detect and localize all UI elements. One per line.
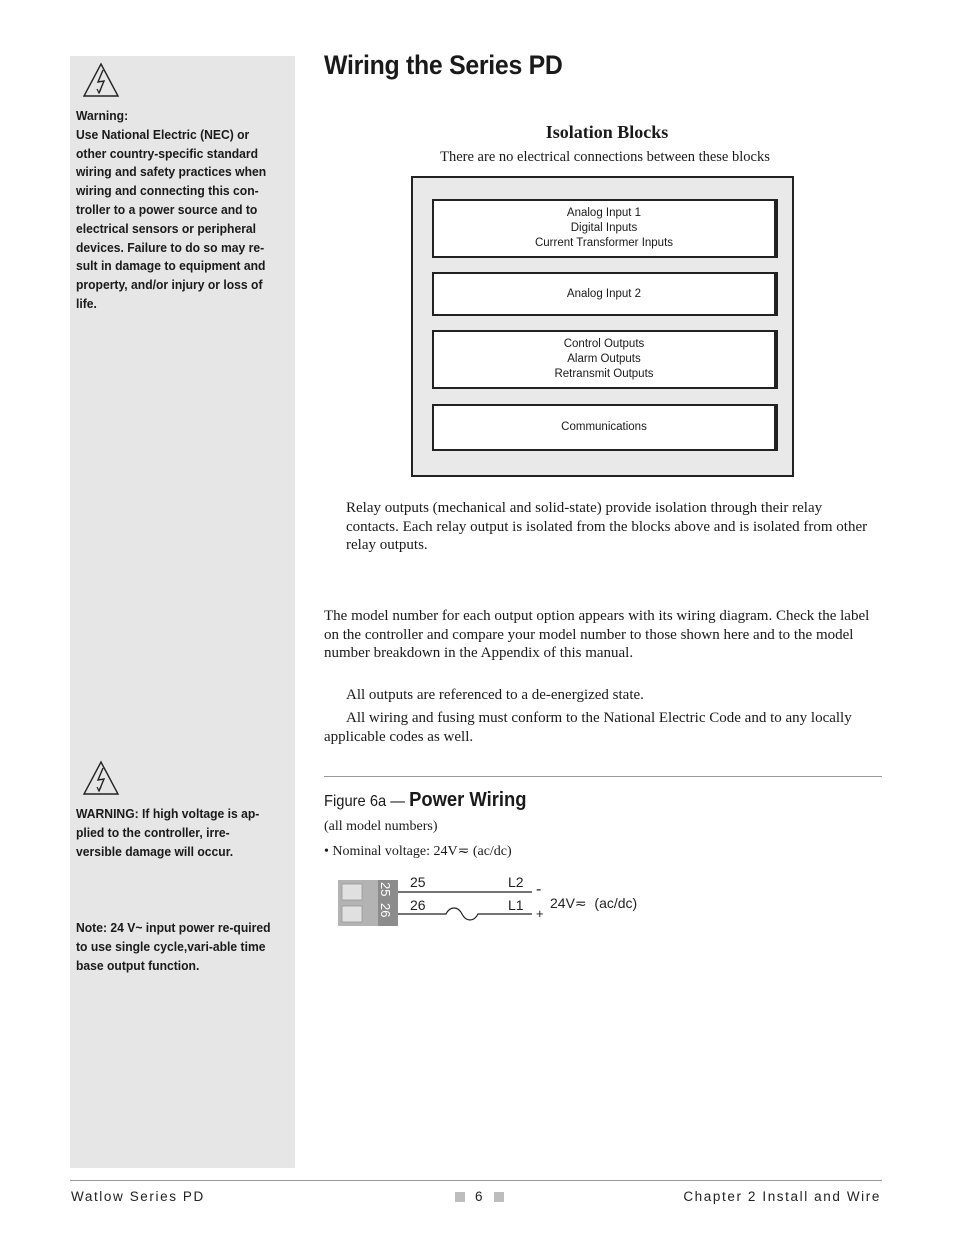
- isolation-block-analog-2: [432, 272, 776, 316]
- isolation-heading: Isolation Blocks: [545, 122, 669, 142]
- block-line: Communications: [561, 421, 647, 433]
- nominal-voltage-bullet: • Nominal voltage: 24V≂ (ac/dc): [324, 844, 512, 859]
- page-number: [455, 1189, 504, 1204]
- block-line: Retransmit Outputs: [554, 368, 654, 380]
- terminal-screw-25: [342, 884, 362, 900]
- page-title: Wiring the Series PD: [324, 50, 563, 80]
- plus-sign: +: [536, 906, 544, 921]
- block-line: Analog Input 2: [566, 287, 642, 300]
- isolation-caption: There are no electrical connections between these blocks: [440, 149, 770, 165]
- footer-divider: [70, 1180, 882, 1181]
- block-line: Analog Input 1: [566, 207, 642, 219]
- codes-paragraph: All wiring and fusing must conform to the National Electric Code and to any locally applicable codes as well.: [324, 710, 852, 745]
- high-voltage-warning-icon: [82, 62, 120, 98]
- isolation-block-inputs: [432, 199, 776, 258]
- block-line: Digital Inputs: [570, 222, 638, 234]
- supply-label: 24V≂ (ac/dc): [550, 895, 638, 911]
- input-power-note: Note: 24 V~ input power re-quired to use single cycle,vari-able time base output function.: [76, 920, 271, 973]
- wire-label-25: 25: [410, 874, 426, 890]
- terminal-label-25: 25: [378, 882, 393, 897]
- block-line: Alarm Outputs: [567, 353, 641, 365]
- power-wiring-diagram: [336, 872, 656, 934]
- high-voltage-warning-icon: [82, 760, 120, 796]
- high-voltage-warning-note: WARNING: If high voltage is ap-plied to the controller, irre-versible damage will occur.: [76, 806, 260, 859]
- minus-sign: -: [536, 881, 542, 898]
- line-label-l2: L2: [508, 874, 524, 890]
- figure-subtitle: (all model numbers): [324, 819, 438, 834]
- terminal-screw-26: [342, 906, 362, 922]
- page-number-text: 6: [475, 1189, 485, 1204]
- model-paragraph: The model number for each output option appears with its wiring diagram. Check the label on the controller and compare your model number to those shown here and to the model number breakdown in the Appendix of this manual.: [324, 608, 870, 662]
- square-bullet-icon: [494, 1192, 504, 1202]
- wire-label-26: 26: [410, 897, 426, 913]
- line-label-l1: L1: [508, 897, 524, 913]
- figure-title: Power Wiring: [409, 789, 527, 811]
- figure-caption: [324, 789, 526, 812]
- footer-right: Chapter 2 Install and Wire: [683, 1189, 881, 1204]
- terminal-label-26: 26: [378, 903, 393, 918]
- warning-title: Warning:: [76, 108, 129, 123]
- isolation-diagram: [411, 176, 794, 477]
- footer-left: Watlow Series PD: [71, 1189, 205, 1204]
- square-bullet-icon: [455, 1192, 465, 1202]
- relay-paragraph: Relay outputs (mechanical and solid-state) provide isolation through their relay contacts. Each relay output is isolated from the blocks above and is isolated from other relay outputs.: [346, 500, 868, 554]
- outputs-paragraph: All outputs are referenced to a de-energized state.: [346, 687, 644, 703]
- isolation-block-communications: [432, 404, 776, 451]
- section-divider: [324, 776, 882, 777]
- warning-body: Use National Electric (NEC) or other country-specific standard wiring and safety practices when wiring and connecting this con-troller to a power source and to electrical sensors or peripheral devices. Failure to do so may re-sult in damage to equipment and property, and/or injury or loss of life.: [76, 126, 267, 311]
- block-line: Control Outputs: [563, 338, 645, 350]
- isolation-block-outputs: [432, 330, 776, 389]
- figure-prefix: Figure 6a —: [324, 793, 410, 810]
- block-line: Current Transformer Inputs: [534, 237, 674, 249]
- warning-note: [76, 107, 274, 314]
